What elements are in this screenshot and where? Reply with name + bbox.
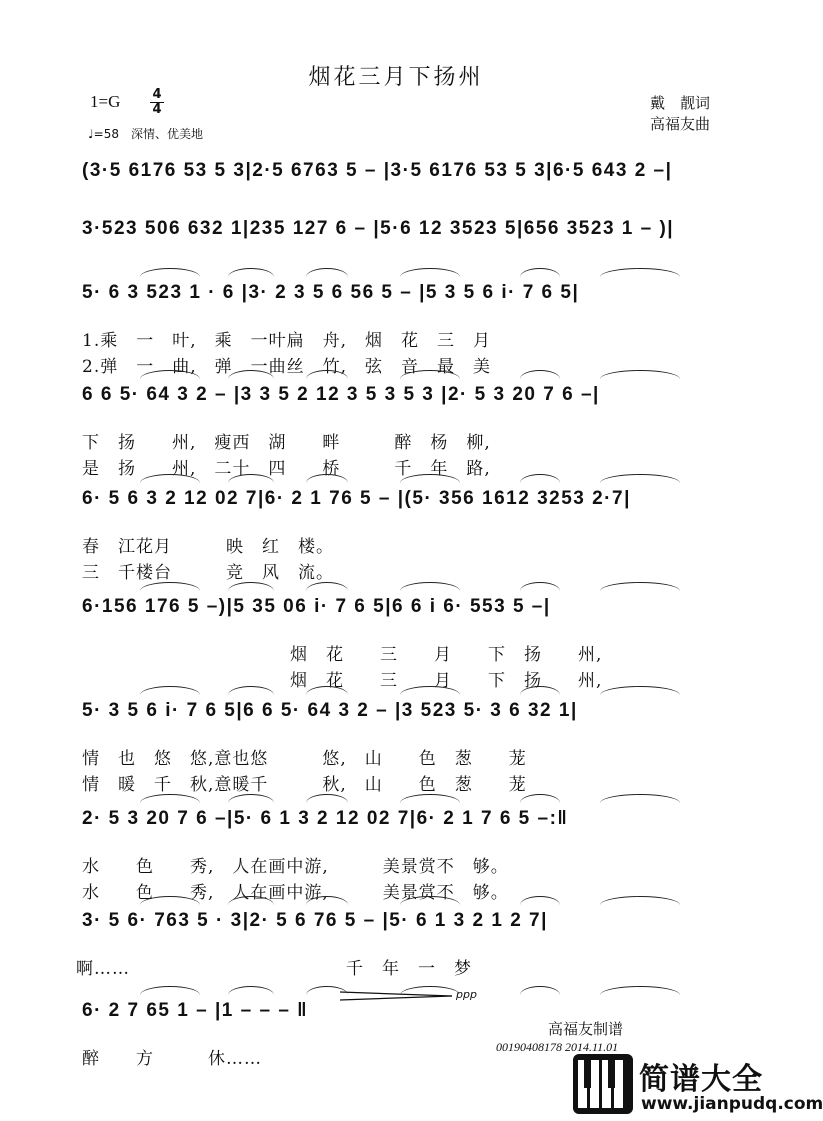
slur-mark	[520, 986, 560, 995]
slur-mark	[400, 794, 460, 803]
slur-mark	[306, 268, 348, 277]
slur-mark	[228, 582, 274, 591]
slur-mark	[228, 794, 274, 803]
slur-mark	[600, 370, 680, 379]
meter-top: 4	[152, 87, 162, 102]
lyric-line: 2.弹 一 曲, 弹 一曲丝 竹, 弦 音 最 美	[82, 357, 492, 377]
decrescendo-icon	[340, 990, 460, 1002]
lyric-line: 烟 花 三 月 下 扬 州,	[290, 671, 603, 691]
slur-mark	[600, 474, 680, 483]
slur-mark	[228, 686, 274, 695]
slur-mark	[520, 582, 560, 591]
dynamic-marking: ppp	[456, 988, 477, 1001]
lyric-line: 水 色 秀, 人在画中游, 美景赏不 够。	[82, 883, 509, 903]
slur-mark	[400, 268, 460, 277]
transcriber-credit: 高福友制谱	[548, 1020, 624, 1038]
lyric-line: 是 扬 州, 二十 四 桥 千 年 路,	[82, 459, 491, 479]
slur-mark	[140, 268, 200, 277]
site-logo	[573, 1054, 823, 1116]
song-title: 烟花三月下扬州	[308, 65, 484, 90]
slur-mark	[140, 582, 200, 591]
slur-mark	[228, 268, 274, 277]
slur-mark	[520, 896, 560, 905]
slur-mark	[140, 986, 200, 995]
slur-mark	[140, 794, 200, 803]
lyric-line: 春 江花月 映 红 楼。	[82, 537, 334, 557]
slur-mark	[306, 794, 348, 803]
lyric-line: 醉 方 休……	[82, 1049, 262, 1069]
lyricist-credit: 戴 靓词	[649, 94, 710, 112]
meter-bottom: 4	[150, 102, 164, 117]
notation-row: 6· 5 6 3 2 12 02 7|6· 2 1 76 5 – |(5· 356 1612 3253 2·7|	[82, 488, 631, 509]
slur-mark	[520, 370, 560, 379]
key-signature: 1=G	[90, 92, 121, 111]
notation-row: 6·156 176 5 –)|5 35 06 i· 7 6 5|6 6 i 6· 553 5 –|	[82, 596, 551, 617]
tempo-marking: ♩=58 深情、优美地	[88, 127, 203, 141]
slur-mark	[600, 582, 680, 591]
notation-row: (3·5 6176 53 5 3|2·5 6763 5 – |3·5 6176 53 5 3|6·5 643 2 –|	[82, 160, 673, 181]
slur-mark	[600, 686, 680, 695]
slur-mark	[520, 794, 560, 803]
slur-mark	[306, 582, 348, 591]
notation-row: 6· 2 7 65 1 – |1 – – – ‖	[82, 1000, 309, 1021]
notation-row: 5· 3 5 6 i· 7 6 5|6 6 5· 64 3 2 – |3 523 5· 3 6 32 1|	[82, 700, 578, 721]
lyric-line: 水 色 秀, 人在画中游, 美景赏不 够。	[82, 857, 509, 877]
composer-credit: 高福友曲	[649, 115, 710, 133]
logo-name: 简谱大全	[639, 1062, 763, 1097]
time-signature	[150, 88, 164, 117]
slur-mark	[600, 268, 680, 277]
lyric-line: 三 千楼台 竞 风 流。	[82, 563, 334, 583]
slur-mark	[140, 686, 200, 695]
notation-row: 3· 5 6· 763 5 · 3|2· 5 6 76 5 – |5· 6 1 3 2 1 2 7|	[82, 910, 548, 931]
slur-mark	[600, 986, 680, 995]
lyric-line: 下 扬 州, 瘦西 湖 畔 醉 杨 柳,	[82, 433, 491, 453]
notation-row: 3·523 506 632 1|235 127 6 – |5·6 12 3523 5|656 3523 1 – )|	[82, 218, 675, 239]
lyric-line: 情 也 悠 悠,意也悠 悠, 山 色 葱 茏	[82, 749, 527, 769]
slur-mark	[520, 474, 560, 483]
lyric-line: 啊…… 千 年 一 梦	[76, 959, 472, 979]
lyric-line: 1.乘 一 叶, 乘 一叶扁 舟, 烟 花 三 月	[82, 331, 492, 351]
lyric-line: 情 暖 千 秋,意暖千 秋, 山 色 葱 茏	[82, 775, 527, 795]
logo-url: www.jianpudq.com	[641, 1094, 823, 1114]
notation-row: 6 6 5· 64 3 2 – |3 3 5 2 12 3 5 3 5 3 |2· 5 3 20 7 6 –|	[82, 384, 600, 405]
notation-row: 5· 6 3 523 1 · 6 |3· 2 3 5 6 56 5 – |5 3 5 6 i· 7 6 5|	[82, 282, 580, 303]
lyric-line: 烟 花 三 月 下 扬 州,	[290, 645, 603, 665]
piano-keys-icon	[573, 1054, 633, 1114]
slur-mark	[520, 268, 560, 277]
footer-id: 00190408178 2014.11.01	[496, 1040, 619, 1054]
slur-mark	[400, 582, 460, 591]
slur-mark	[600, 794, 680, 803]
slur-mark	[600, 896, 680, 905]
notation-row: 2· 5 3 20 7 6 –|5· 6 1 3 2 12 02 7|6· 2 1 7 6 5 –:‖	[82, 808, 569, 829]
slur-mark	[228, 986, 274, 995]
